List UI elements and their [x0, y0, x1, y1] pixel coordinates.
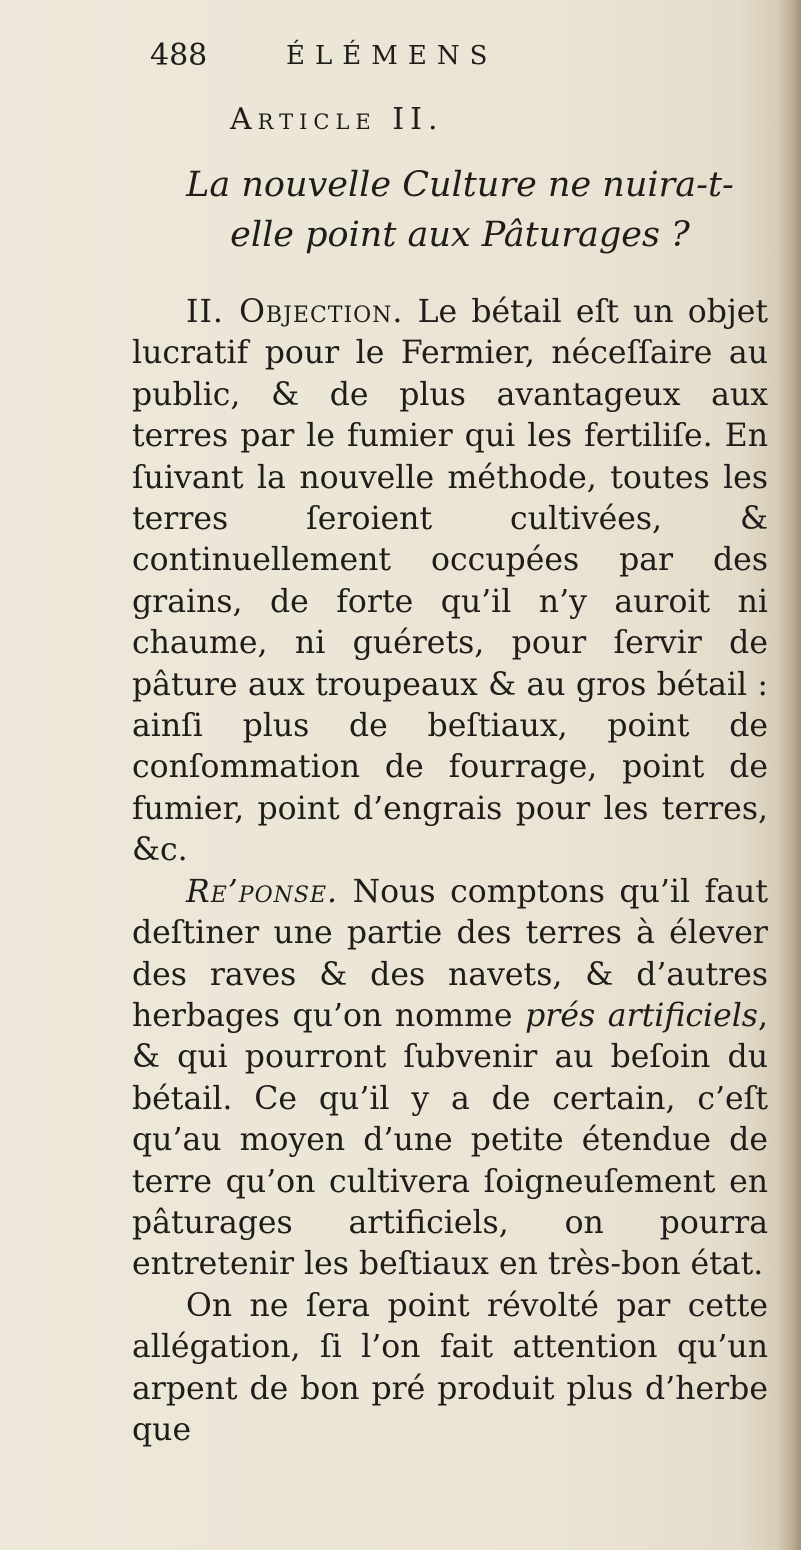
article-title: Article II.	[230, 102, 444, 137]
body-text	[132, 292, 768, 1451]
objection-lead: II. Objection.	[186, 294, 404, 330]
reponse-text-before: Nous comptons qu’il faut deſtiner une partie des terres à élever des raves & des navets, & d’autres herbages qu’on nomme	[132, 873, 768, 1034]
running-title: ÉLÉMENS	[286, 41, 498, 71]
continuation-text: On ne ſera point révolté par cette allégation, ſi l’on fait attention qu’un arpent de bon pré produit plus d’herbe que	[132, 1287, 768, 1448]
reponse-lead: Re’ponse.	[186, 873, 339, 910]
paragraph-continuation	[132, 1286, 768, 1452]
page-number: 488	[150, 38, 208, 73]
running-head	[150, 34, 650, 84]
objection-text: Le bétail eſt un objet lucratif pour le Fermier, néceſſaire au public, & de plus avantageux aux terres par le fumier qui les fertiliſe. En ſuivant la nouvelle méthode, toutes les terres ſeroient cultivées, & continuellement occupées par des grains, de forte qu’il n’y auroit ni chaume, ni guérets, pour ſervir de pâture aux troupeaux & au gros bétail : ainſi plus de beſtiaux, point de conſommation de fourrage, point de fumier, point d’engrais pour les terres, &c.	[132, 294, 769, 869]
page-edge-shadow	[777, 0, 801, 1550]
paragraph-objection	[132, 292, 768, 872]
paragraph-reponse	[132, 872, 768, 1286]
reponse-italic-term: prés artificiels	[525, 997, 758, 1034]
article-question: La nouvelle Culture ne nuira-t-elle point aux Pâturages ?	[186, 165, 734, 255]
reponse-text-after: , & qui pourront ſubvenir au beſoin du bétail. Ce qu’il y a de certain, c’eſt qu’au moyen d’une petite étendue de terre qu’on cultivera ſoigneuſement en pâturages artificiels, on pourra entretenir les beſtiaux en très-bon état.	[132, 997, 768, 1283]
